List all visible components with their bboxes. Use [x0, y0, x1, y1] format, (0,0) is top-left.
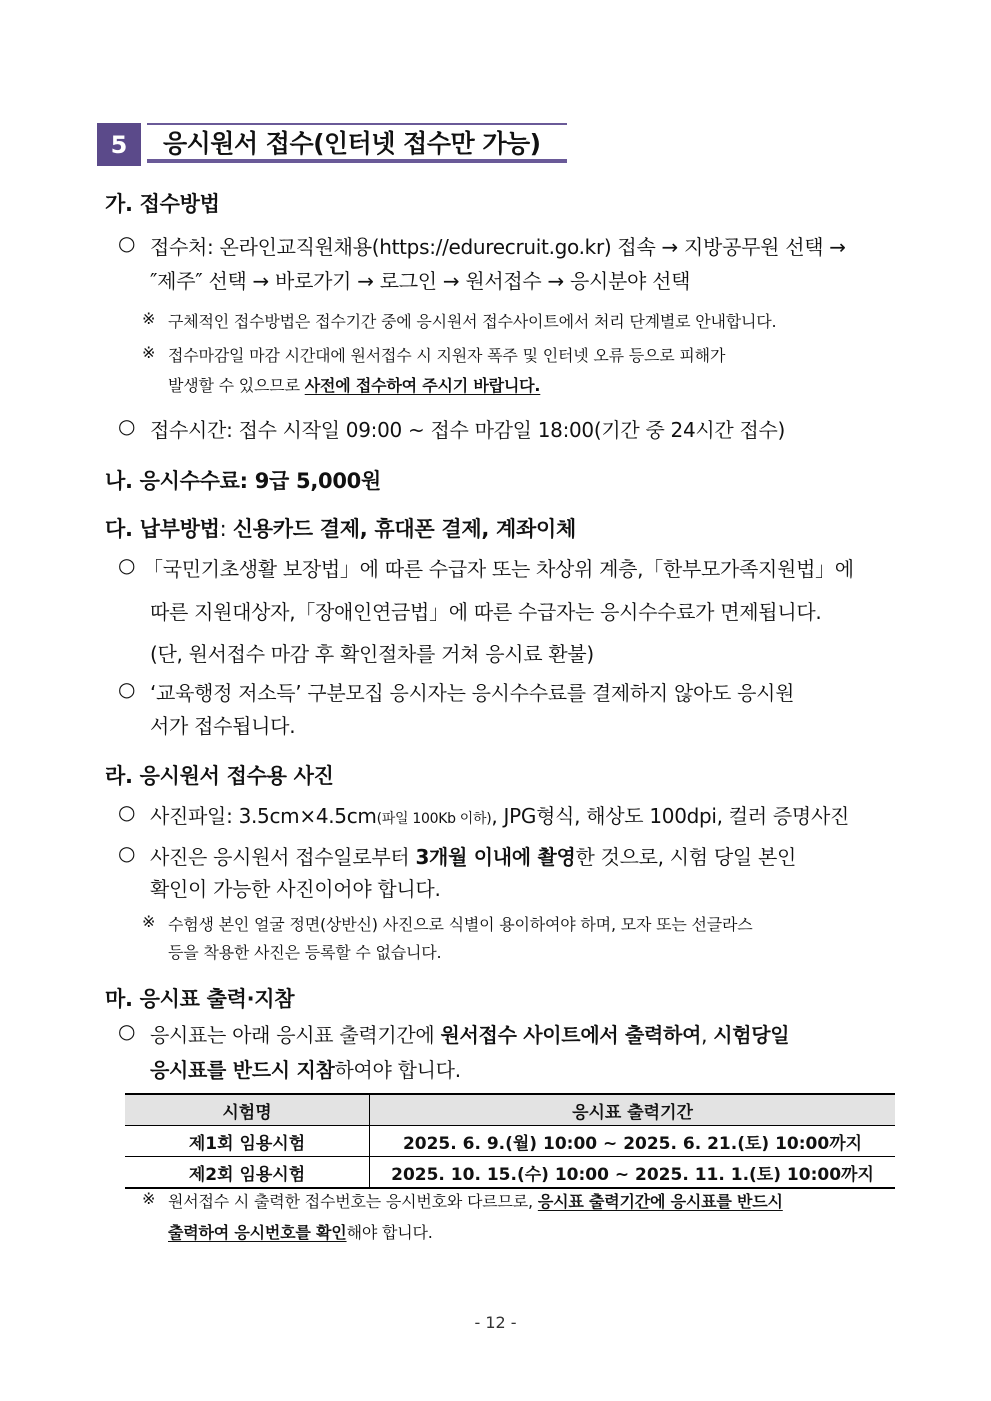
- ga-note2-emphasis: 사전에 접수하여 주시기 바랍니다.: [304, 376, 541, 395]
- subheading-na: 나. 응시수수료: 9급 5,000원: [105, 469, 381, 493]
- da-heading-label: 다. 납부방법: [105, 517, 220, 541]
- ga-item1-line1: 접수처: 온라인교직원채용(https://edurecruit.go.kr) 접속 → 지방공무원 선택 →: [150, 235, 846, 259]
- da-item1-line2: 따른 지원대상자,「장애인연금법」에 따른 수급자는 응시수수료가 면제됩니다.: [150, 600, 822, 624]
- ma-item-line1: [150, 1019, 789, 1048]
- ga-note2-line1: 접수마감일 마감 시간대에 원서접수 시 지원자 폭주 및 인터넷 오류 등으로 피해가: [168, 346, 726, 365]
- ga-note2-plain: 발생할 수 있으므로: [168, 376, 305, 395]
- subheading-ra: 라. 응시원서 접수용 사진: [105, 764, 334, 788]
- ra-item2-plain: 사진은 응시원서 접수일로부터: [150, 845, 416, 869]
- ma-item-line2-rest: 하여야 합니다.: [334, 1058, 461, 1082]
- ma-item-line2-emphasis: 응시표를 반드시 지참: [150, 1058, 335, 1082]
- bullet-icon: ○: [118, 553, 136, 577]
- table-row: [125, 1157, 895, 1189]
- table-cell: 제1회 임용시험: [125, 1126, 370, 1157]
- da-item1-line1: 「국민기초생활 보장법」에 따른 수급자 또는 차상위 계층,「한부모가족지원법」에: [143, 557, 854, 581]
- ma-note-line1: [168, 1189, 783, 1212]
- section-title: 응시원서 접수(인터넷 접수만 가능): [147, 123, 567, 163]
- subheading-da: [105, 513, 576, 543]
- table-header-row: [125, 1094, 895, 1126]
- note-icon: ※: [142, 343, 156, 362]
- table-header-cell: 시험명: [125, 1094, 370, 1126]
- ma-item-sep: ,: [701, 1023, 714, 1047]
- ma-note-rest: 해야 합니다.: [346, 1223, 433, 1242]
- ra-item1-size: 사진파일: 3.5cm×4.5cm: [150, 804, 377, 828]
- ra-item1-format: , JPG형식, 해상도 100dpi, 컬러 증명사진: [491, 804, 849, 828]
- ra-item1: [150, 800, 849, 829]
- section-number-badge: 5: [97, 123, 141, 166]
- exam-schedule-table: [125, 1093, 895, 1189]
- ma-note-line2: [168, 1220, 433, 1243]
- ra-item2-emphasis: 3개월 이내에 촬영: [415, 845, 576, 869]
- bullet-icon: ○: [118, 414, 136, 438]
- ma-item-emphasis2: 시험당일: [713, 1023, 790, 1047]
- ma-item-emphasis1: 원서접수 사이트에서 출력하여: [440, 1023, 702, 1047]
- ga-note1: 구체적인 접수방법은 접수기간 중에 응시원서 접수사이트에서 처리 단계별로 안내합니다.: [168, 312, 777, 331]
- ra-item1-filesize: (파일 100Kb 이하): [376, 811, 492, 827]
- ma-note-emphasis1: 응시표 출력기간에 응시표를 반드시: [537, 1192, 783, 1211]
- note-icon: ※: [142, 1189, 156, 1208]
- ma-item-line2: [150, 1054, 461, 1083]
- table-header-cell: 응시표 출력기간: [370, 1094, 896, 1126]
- table-row: [125, 1126, 895, 1157]
- ra-item2-line2: 확인이 가능한 사진이어야 합니다.: [150, 877, 441, 901]
- ra-note-line1: 수험생 본인 얼굴 정면(상반신) 사진으로 식별이 용이하여야 하며, 모자 또는 선글라스: [168, 915, 753, 934]
- ma-note-emphasis2: 출력하여 응시번호를 확인: [168, 1223, 347, 1242]
- da-heading-value: 신용카드 결제, 휴대폰 결제, 계좌이체: [232, 517, 576, 541]
- bullet-icon: ○: [118, 677, 136, 701]
- subheading-ga: 가. 접수방법: [105, 192, 220, 216]
- da-item2-line1: ‘교육행정 저소득’ 구분모집 응시자는 응시수수료를 결제하지 않아도 응시원: [150, 681, 795, 705]
- ma-note-plain: 원서접수 시 출력한 접수번호는 응시번호와 다르므로,: [168, 1192, 538, 1211]
- table-cell: 2025. 10. 15.(수) 10:00 ~ 2025. 11. 1.(토) 10:00까지: [370, 1157, 896, 1189]
- da-heading-sep: :: [219, 517, 233, 541]
- bullet-icon: ○: [118, 231, 136, 255]
- note-icon: ※: [142, 309, 156, 328]
- ra-note-line2: 등을 착용한 사진은 등록할 수 없습니다.: [168, 943, 442, 962]
- table-cell: 2025. 6. 9.(월) 10:00 ~ 2025. 6. 21.(토) 10:00까지: [370, 1126, 896, 1157]
- subheading-ma: 마. 응시표 출력·지참: [105, 987, 295, 1011]
- ga-item1-line2: ″제주″ 선택 → 바로가기 → 로그인 → 원서접수 → 응시분야 선택: [150, 269, 691, 293]
- ma-item-plain: 응시표는 아래 응시표 출력기간에: [150, 1023, 441, 1047]
- ra-item2-rest: 한 것으로, 시험 당일 본인: [575, 845, 797, 869]
- da-item1-line3: (단, 원서접수 마감 후 확인절차를 거쳐 응시료 환불): [150, 642, 594, 666]
- ga-item2: 접수시간: 접수 시작일 09:00 ~ 접수 마감일 18:00(기간 중 24시간 접수): [150, 418, 786, 442]
- ga-note2-line2: [168, 373, 540, 396]
- ra-item2-line1: [150, 841, 796, 870]
- table-cell: 제2회 임용시험: [125, 1157, 370, 1189]
- page-number: - 12 -: [474, 1313, 517, 1332]
- bullet-icon: ○: [118, 841, 136, 865]
- bullet-icon: ○: [118, 800, 136, 824]
- da-item2-line2: 서가 접수됩니다.: [150, 714, 296, 738]
- note-icon: ※: [142, 912, 156, 931]
- bullet-icon: ○: [118, 1019, 136, 1043]
